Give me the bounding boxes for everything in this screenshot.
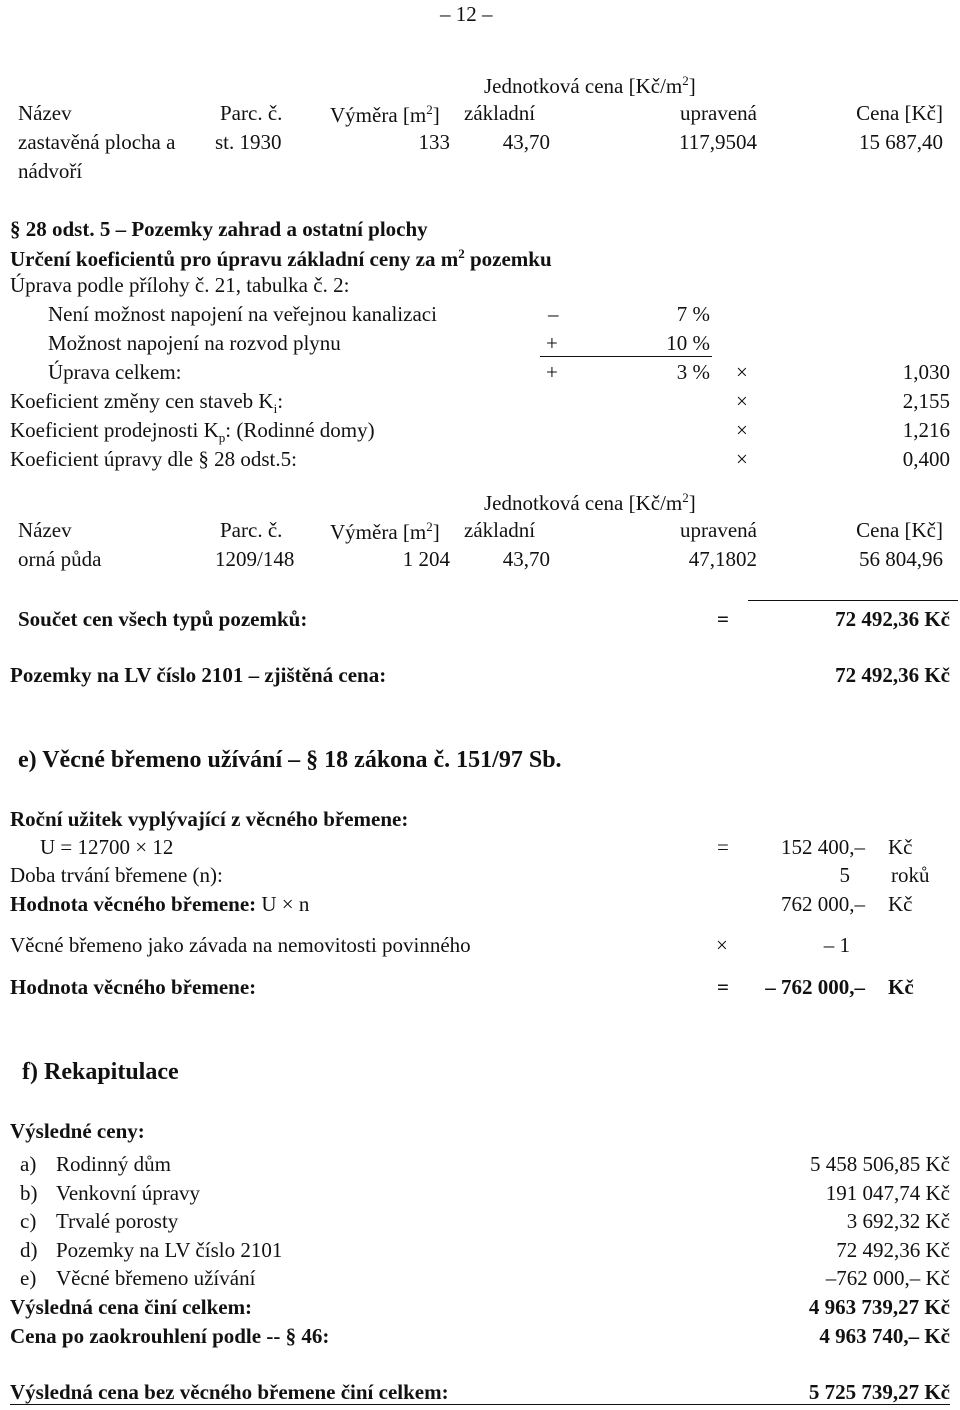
table1-row-adjusted: 117,9504 — [679, 130, 757, 154]
table2-row-parc: 1209/148 — [215, 547, 295, 571]
recap-results-label: Výsledné ceny: — [10, 1119, 145, 1143]
recap-total-label: Výsledná cena činí celkem: — [10, 1295, 253, 1319]
recap-item-letter: b) — [20, 1181, 38, 1205]
table2-row-name: orná půda — [18, 547, 102, 571]
adjust-row-value: 10 % — [666, 331, 710, 355]
recap-without-label: Výsledná cena bez věcného břemene činí celkem: — [10, 1380, 449, 1404]
table2-col-name: Název — [18, 518, 72, 542]
adjust-total-coef: 1,030 — [902, 360, 950, 384]
table2-col-area: Výměra $[m^2]$ — [330, 519, 440, 544]
adjust-row-label: Není možnost napojení na veřejnou kanalizaci — [48, 302, 437, 326]
adjust-row-label: Možnost napojení na rozvod plynu — [48, 331, 341, 355]
page-number: – 12 – — [440, 2, 493, 26]
adjust-row-sign: – — [548, 302, 559, 326]
easement-u-value: 152 400,– — [781, 835, 865, 859]
table1-col-price: Cena [Kč] — [856, 101, 943, 125]
recap-rounded-label: Cena po zaokrouhlení podle -- § 46: — [10, 1324, 330, 1348]
table1-col-base: základní — [464, 101, 536, 125]
coef-row-label: Koeficient změny cen staveb $K_i$: — [10, 389, 284, 417]
table1-unit-price-header: Jednotková cena $[Kč/m^2]$ — [484, 73, 696, 98]
adjust-row-value: 7 % — [676, 302, 710, 326]
recap-item-label: Pozemky na LV číslo 2101 — [56, 1238, 283, 1262]
coef-row-mult: × — [736, 389, 748, 413]
adjust-total-mult: × — [736, 360, 748, 384]
section28-subheading: Určení koeficientů pro úpravu základní ceny za $m^2$ pozemku — [10, 246, 552, 271]
table2-unit-price-header: Jednotková cena $[Kč/m^2]$ — [484, 490, 696, 515]
easement-final-unit: Kč — [888, 975, 914, 999]
table1-row-name: zastavěná plocha a — [18, 130, 176, 154]
sum-all-value: 72 492,36 Kč — [835, 607, 950, 631]
recap-item-letter: d) — [20, 1238, 38, 1262]
easement-final-value: – 762 000,– — [765, 975, 865, 999]
lv-price-value: 72 492,36 Kč — [835, 663, 950, 687]
table2-col-price: Cena [Kč] — [856, 518, 943, 542]
easement-duration-label: Doba trvání břemene (n): — [10, 863, 223, 887]
table1-row-price: 15 687,40 — [859, 130, 943, 154]
easement-burden-value: – 1 — [823, 933, 850, 957]
coef-row-label: Koeficient prodejnosti $K_p$: (Rodinné domy) — [10, 418, 375, 446]
table1-row-parc: st. 1930 — [215, 130, 282, 154]
adjust-intro: Úprava podle přílohy č. 21, tabulka č. 2: — [10, 273, 350, 297]
recap-item-value: 191 047,74 Kč — [825, 1181, 950, 1205]
easement-duration-value: 5 — [839, 863, 850, 887]
table1-row-area: 133 — [418, 130, 450, 154]
table1-col-name: Název — [18, 101, 72, 125]
easement-value-value: 762 000,– — [781, 892, 865, 916]
recap-item-letter: c) — [20, 1209, 37, 1233]
table1-col-adjusted: upravená — [680, 101, 757, 125]
table2-col-base: základní — [464, 518, 536, 542]
recap-heading: f) Rekapitulace — [22, 1059, 179, 1085]
adjust-total-value: 3 % — [676, 360, 710, 384]
table2-col-parc: Parc. č. — [220, 518, 283, 542]
section28-heading: § 28 odst. 5 – Pozemky zahrad a ostatní plochy — [10, 217, 428, 241]
recap-item-label: Rodinný dům — [56, 1152, 171, 1176]
coef-row-value: 1,216 — [902, 418, 950, 442]
recap-item-label: Venkovní úpravy — [56, 1181, 201, 1205]
recap-item-value: 3 692,32 Kč — [846, 1209, 950, 1233]
coef-row-mult: × — [736, 418, 748, 442]
table2-row-price: 56 804,96 — [859, 547, 943, 571]
table1-col-area: Výměra $[m^2]$ — [330, 102, 440, 127]
recap-item-label: Trvalé porosty — [56, 1209, 179, 1233]
easement-value-unit: Kč — [888, 892, 913, 916]
easement-u-formula: U = 12700 × 12 — [40, 835, 174, 859]
table2-row-adjusted: 47,1802 — [688, 547, 757, 571]
recap-item-value: –762 000,– Kč — [825, 1266, 950, 1290]
recap-item-label: Věcné břemeno užívání — [56, 1266, 256, 1290]
table2-row-base: 43,70 — [502, 547, 550, 571]
table1-row-name-cont: nádvoří — [18, 159, 83, 183]
coef-row-value: 2,155 — [902, 389, 950, 413]
easement-burden-mult: × — [716, 933, 728, 957]
recap-total-value: 4 963 739,27 Kč — [808, 1295, 950, 1319]
adjust-total-sign: + — [546, 360, 558, 384]
recap-without-value: 5 725 739,27 Kč — [808, 1380, 950, 1404]
adjust-row-sign: + — [546, 331, 558, 355]
coef-row-mult: × — [736, 447, 748, 471]
easement-final-eq: = — [717, 975, 729, 999]
table2-row-area: 1 204 — [402, 547, 450, 571]
table2-col-adjusted: upravená — [680, 518, 757, 542]
recap-item-letter: e) — [20, 1266, 37, 1290]
sum-line — [748, 600, 958, 601]
easement-value-label: Hodnota věcného břemene: U × n — [10, 892, 310, 916]
recap-item-value: 72 492,36 Kč — [836, 1238, 950, 1262]
adjust-sum-line — [540, 356, 712, 357]
bottom-rule — [10, 1404, 950, 1405]
recap-item-letter: a) — [20, 1152, 37, 1176]
sum-all-eq: = — [717, 607, 729, 631]
sum-all-label: Součet cen všech typů pozemků: — [18, 607, 308, 631]
easement-yearly-label: Roční užitek vyplývající z věcného břemene: — [10, 807, 409, 831]
coef-row-label: Koeficient úpravy dle § 28 odst.5: — [10, 447, 297, 471]
easement-u-eq: = — [717, 835, 729, 859]
table1-row-base: 43,70 — [502, 130, 550, 154]
easement-heading: e) Věcné břemeno užívání – § 18 zákona č. 151/97 Sb. — [18, 747, 562, 773]
table1-col-parc: Parc. č. — [220, 101, 283, 125]
easement-duration-unit: roků — [891, 863, 930, 887]
coef-row-value: 0,400 — [902, 447, 950, 471]
recap-item-value: 5 458 506,85 Kč — [810, 1152, 950, 1176]
adjust-total-label: Úprava celkem: — [48, 360, 182, 384]
easement-burden-label: Věcné břemeno jako závada na nemovitosti povinného — [10, 933, 471, 957]
easement-final-label: Hodnota věcného břemene: — [10, 975, 257, 999]
easement-u-unit: Kč — [888, 835, 913, 859]
recap-rounded-value: 4 963 740,– Kč — [819, 1324, 950, 1348]
lv-price-label: Pozemky na LV číslo 2101 – zjištěná cena: — [10, 663, 387, 687]
